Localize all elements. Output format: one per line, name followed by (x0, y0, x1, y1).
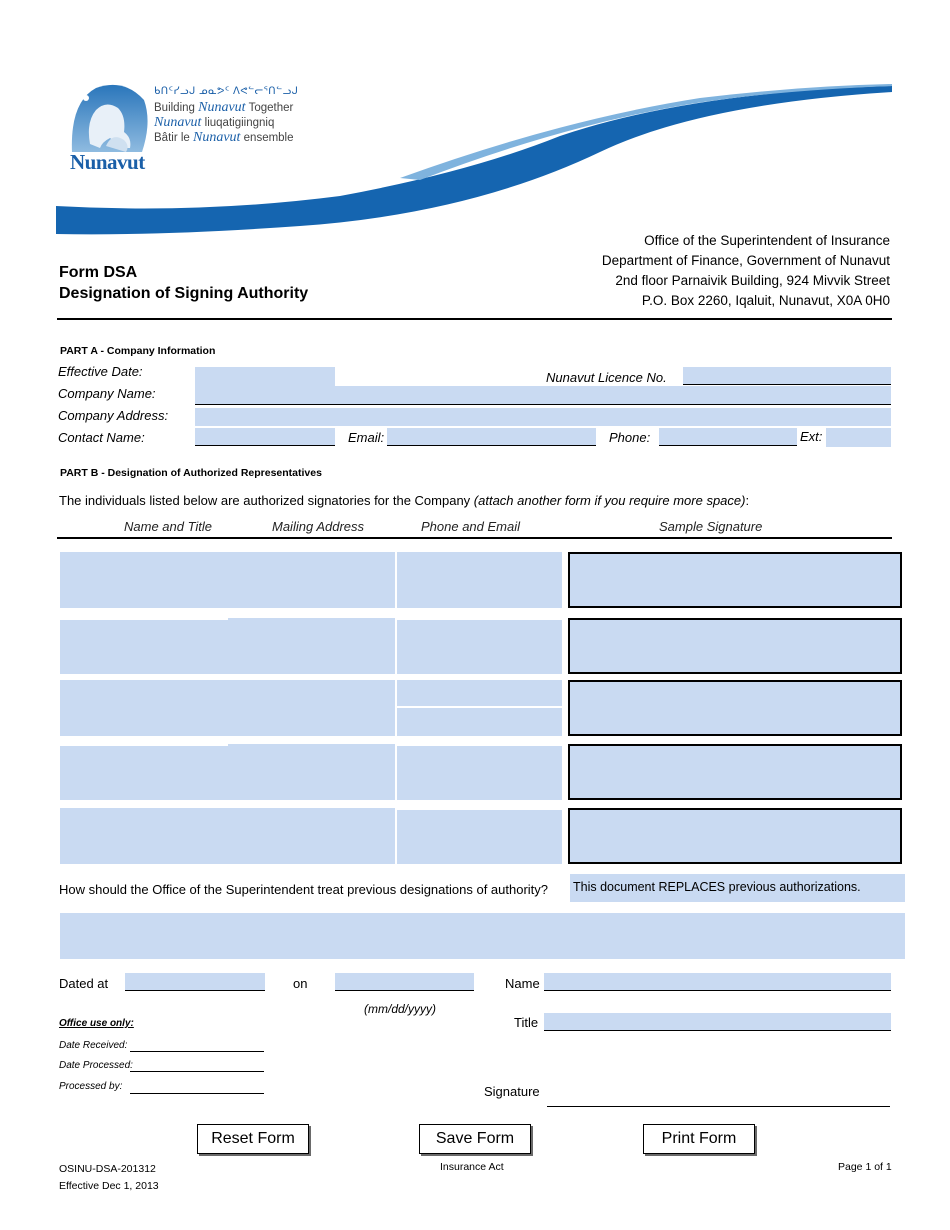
part-b-title: PART B - Designation of Authorized Representatives (60, 467, 322, 479)
column-header: Phone and Email (421, 519, 521, 534)
header (0, 0, 950, 230)
phone-input[interactable] (659, 428, 797, 446)
office-line: Office of the Superintendent of Insurance (644, 233, 890, 248)
rep-sample-signature-box[interactable] (568, 618, 902, 674)
form-title: Designation of Signing Authority (59, 285, 309, 302)
processed-by-line (130, 1093, 264, 1094)
signature-line (547, 1106, 890, 1107)
rep-name-title-input[interactable] (60, 552, 228, 608)
name-label: Name (505, 976, 540, 991)
column-header: Mailing Address (272, 519, 365, 534)
rep-sample-signature-box[interactable] (568, 552, 902, 608)
on-label: on (293, 976, 308, 991)
header-swoosh (0, 0, 950, 240)
form-code: Form DSA (59, 264, 138, 281)
logo-line-3-brand: Nunavut (193, 130, 241, 145)
rep-phone-email-input[interactable] (397, 810, 562, 864)
footer-act: Insurance Act (440, 1161, 504, 1173)
column-header: Sample Signature (659, 519, 763, 534)
signer-name-input[interactable] (544, 973, 891, 991)
logo-line-3-pre: Bâtir le (154, 132, 193, 144)
rep-sample-signature-box[interactable] (568, 680, 902, 736)
licence-input[interactable] (683, 367, 891, 385)
ext-label: Ext: (800, 429, 823, 444)
rep-name-title-input[interactable] (60, 746, 228, 800)
date-received-label: Date Received: (59, 1040, 128, 1051)
header-divider (57, 318, 892, 320)
rep-sample-signature-box[interactable] (568, 744, 902, 800)
rep-phone-input[interactable] (397, 680, 562, 706)
logo-line-1-brand: Nunavut (198, 100, 246, 115)
logo-line-1-pre: Building (154, 102, 199, 114)
date-processed-label: Date Processed: (59, 1060, 133, 1071)
part-b-intro-pre: The individuals listed below are authorized signatories for the Company (59, 493, 474, 508)
email-input[interactable] (387, 428, 596, 446)
processed-by-label: Processed by: (59, 1081, 123, 1092)
rep-mailing-address-input[interactable] (228, 680, 395, 736)
email-label: Email: (348, 430, 385, 445)
office-line: 2nd floor Parnaivik Building, 924 Mivvik Street (615, 273, 890, 288)
print-form-button[interactable]: Print Form (643, 1124, 755, 1154)
rep-sample-signature-box[interactable] (568, 808, 902, 864)
table-header-divider (57, 537, 892, 539)
company-address-input[interactable] (195, 408, 891, 426)
office-address (602, 231, 890, 311)
date-format-hint: (mm/dd/yyyy) (364, 1002, 436, 1016)
part-b-intro-italic: (attach another form if you require more space) (473, 493, 746, 508)
title-label: Title (514, 1015, 539, 1030)
rep-phone-email-input[interactable] (397, 552, 562, 608)
logo-line-2-brand: Nunavut (154, 115, 202, 130)
treatment-select[interactable] (570, 874, 905, 902)
effective-date-label: Effective Date: (58, 364, 143, 379)
footer-effective: Effective Dec 1, 2013 (59, 1180, 159, 1192)
phone-label: Phone: (609, 430, 651, 445)
date-processed-line (130, 1071, 264, 1072)
rep-mailing-address-input[interactable] (228, 744, 395, 800)
logo-syllabics: ᑲᑎᑦᓯᓗᒍ ᓄᓇᕗᑦ ᐱᕙᓪᓕᕐᑎᓪᓗᒍ (154, 86, 299, 97)
rep-mailing-address-input[interactable] (228, 552, 395, 608)
footer-code: OSINU-DSA-201312 (59, 1163, 156, 1175)
rep-phone-email-input[interactable] (397, 746, 562, 800)
ext-input[interactable] (826, 428, 891, 447)
treatment-question: How should the Office of the Superintendent treat previous designations of authority? (59, 882, 549, 897)
rep-phone-email-input[interactable] (397, 620, 562, 674)
contact-name-input[interactable] (195, 428, 335, 446)
licence-label: Nunavut Licence No. (546, 370, 667, 385)
part-b-intro-post: : (745, 493, 750, 508)
treatment-select-value: This document REPLACES previous authorizations. (573, 880, 861, 894)
company-name-label: Company Name: (58, 386, 156, 401)
dated-at-label: Dated at (59, 976, 109, 991)
column-header: Name and Title (124, 519, 213, 534)
additional-comments-input[interactable] (60, 913, 905, 959)
logo-line-2-post: liuqatigiingniq (201, 117, 275, 129)
date-input[interactable] (335, 973, 474, 991)
contact-name-label: Contact Name: (58, 430, 145, 445)
reset-form-button[interactable]: Reset Form (197, 1124, 309, 1154)
rep-mailing-address-input[interactable] (228, 808, 395, 864)
office-line: Department of Finance, Government of Nunavut (601, 253, 890, 268)
logo-name: Nunavut (70, 150, 145, 174)
company-name-input[interactable] (195, 386, 891, 405)
office-line: P.O. Box 2260, Iqaluit, Nunavut, X0A 0H0 (641, 293, 890, 308)
rep-name-title-input[interactable] (60, 620, 228, 674)
logo-line-3-post: ensemble (240, 132, 294, 144)
signature-label: Signature (484, 1084, 540, 1099)
company-address-label: Company Address: (58, 408, 169, 423)
rep-name-title-input[interactable] (60, 808, 228, 864)
office-use-title: Office use only: (59, 1018, 134, 1029)
part-a-title: PART A - Company Information (60, 345, 216, 357)
signer-title-input[interactable] (544, 1013, 891, 1031)
dated-at-input[interactable] (125, 973, 265, 991)
rep-mailing-address-input[interactable] (228, 618, 395, 674)
date-received-line (130, 1051, 264, 1052)
rep-name-title-input[interactable] (60, 680, 228, 736)
footer-page: Page 1 of 1 (838, 1161, 892, 1173)
part-b-intro (59, 493, 749, 508)
logo-line-1-post: Together (245, 102, 294, 114)
save-form-button[interactable]: Save Form (419, 1124, 531, 1154)
effective-date-input[interactable] (195, 367, 335, 386)
rep-email-input[interactable] (397, 708, 562, 736)
